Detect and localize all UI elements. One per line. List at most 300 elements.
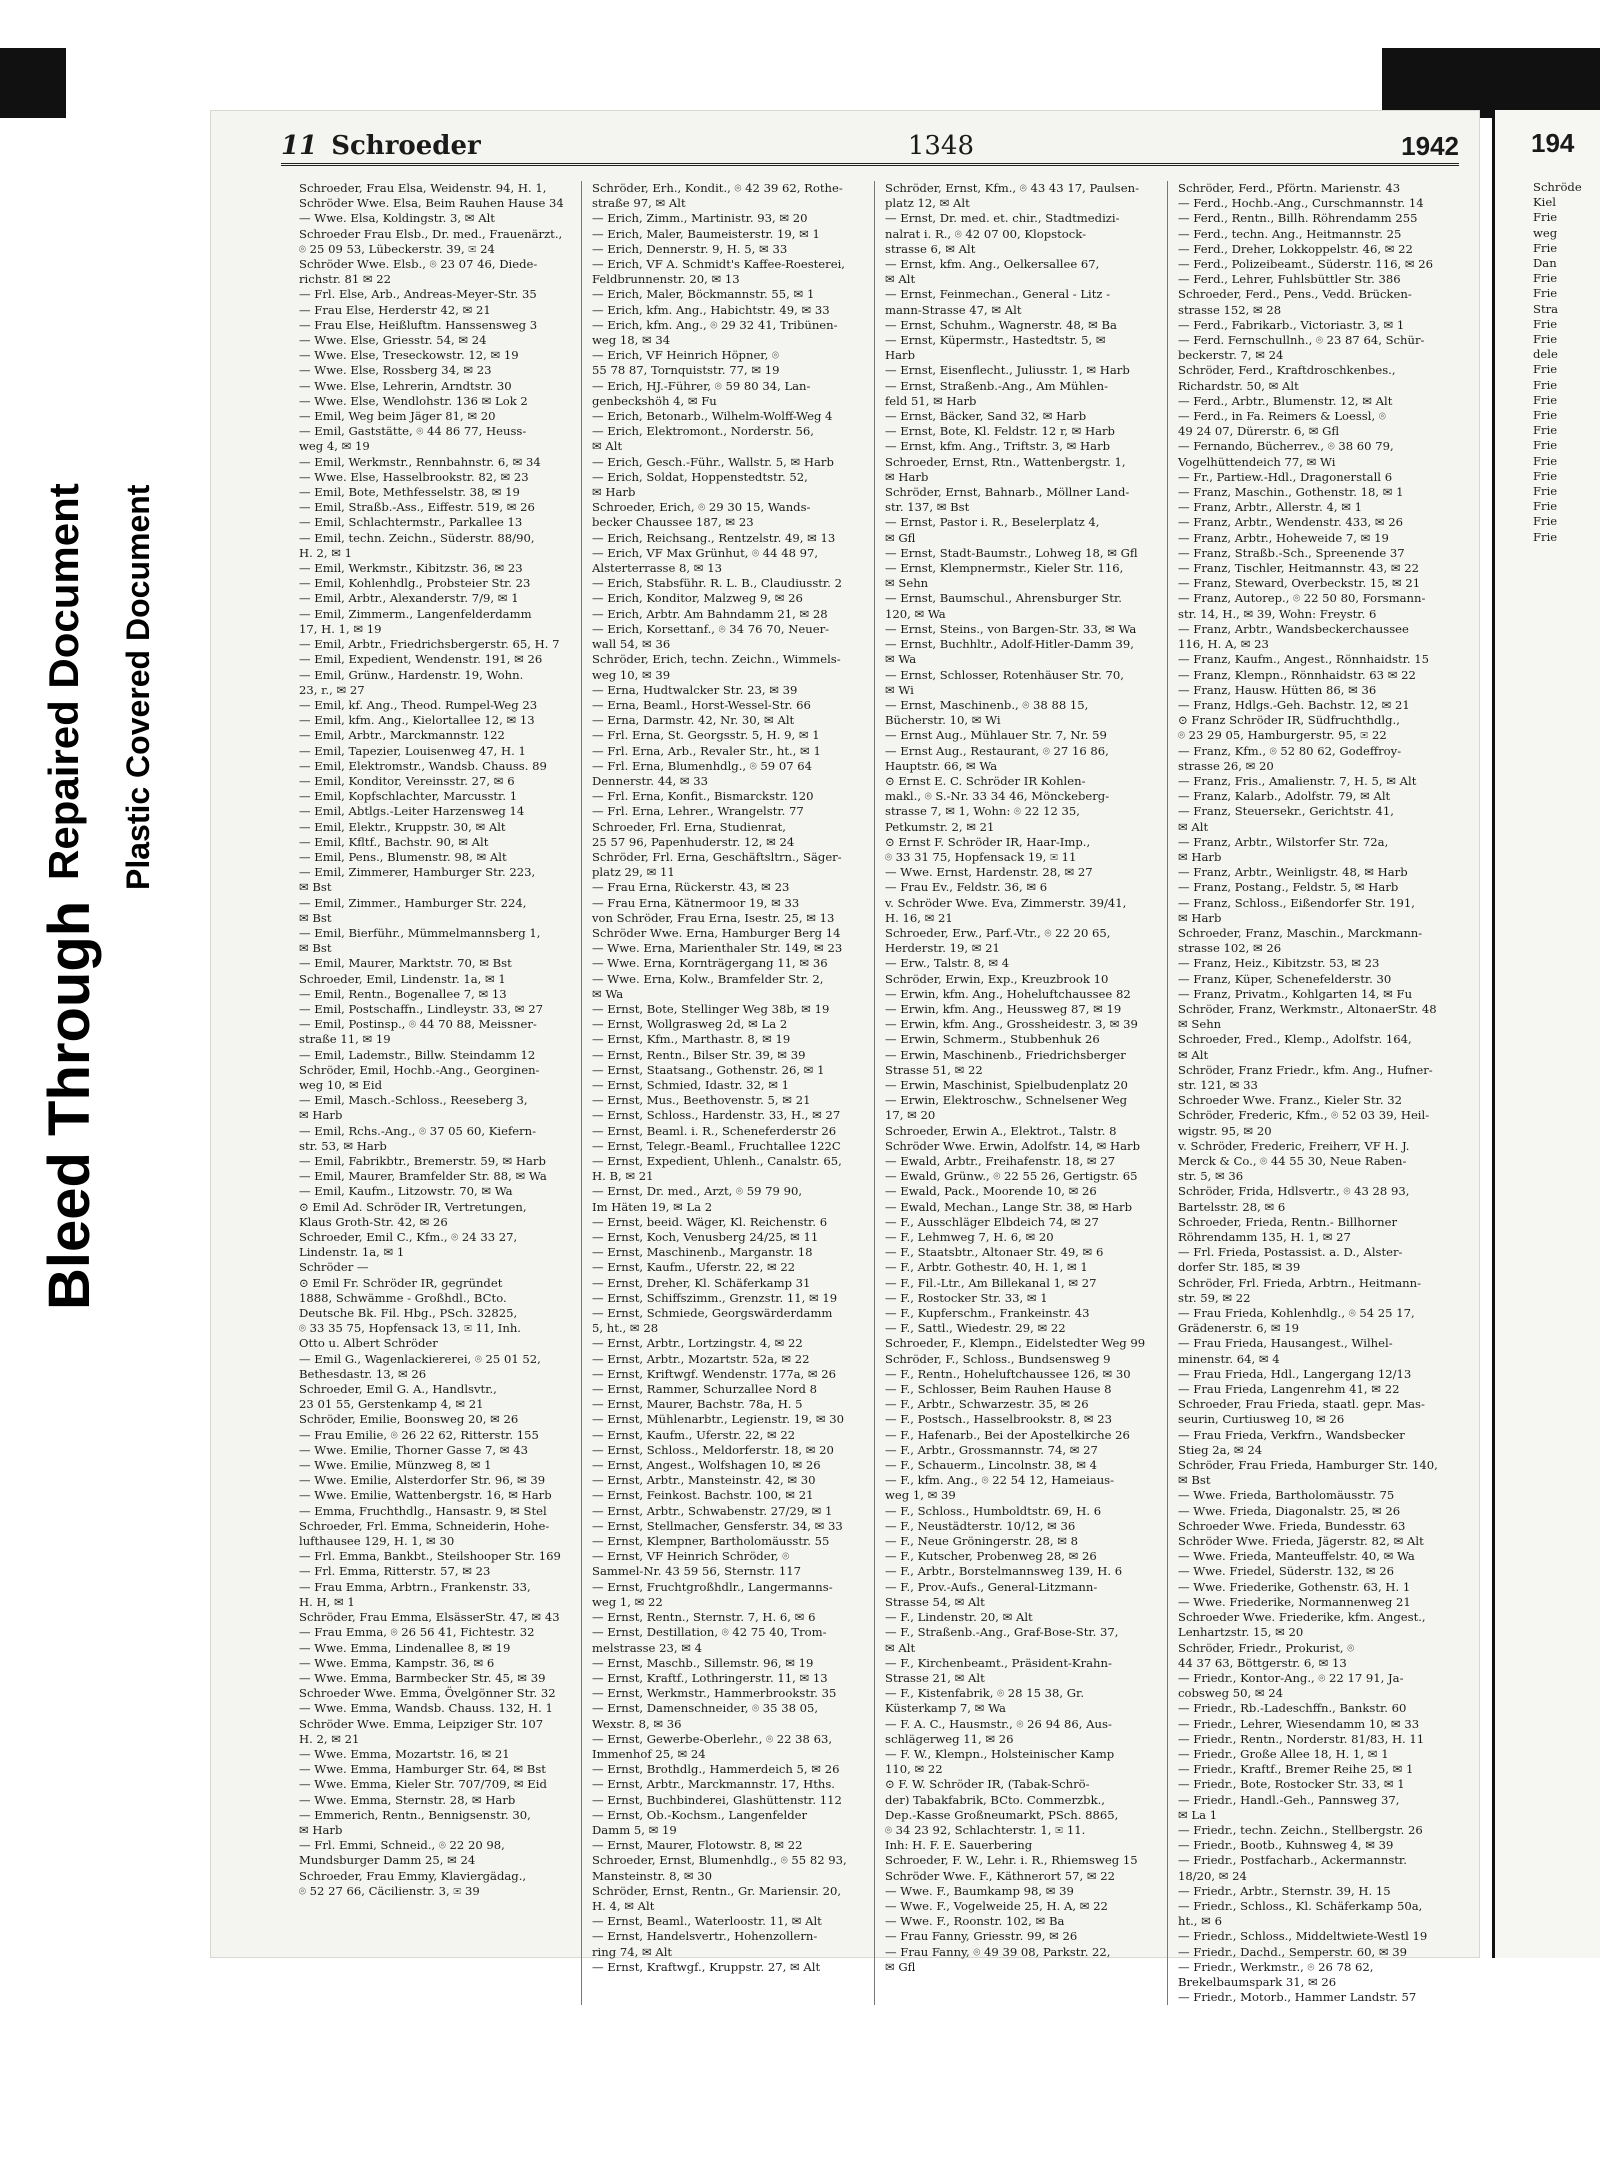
directory-entry: Schroeder, Frieda, Rentn.- Billhorner	[1178, 1214, 1398, 1229]
directory-entry: — Frau Ev., Feldstr. 36, ✉ 6	[885, 880, 1048, 895]
directory-entry: — Friedr., Werkmstr., ⌾ 26 78 62,	[1178, 1959, 1374, 1974]
directory-entry: — Frau Emilie, ⌾ 26 22 62, Ritterstr. 155	[299, 1427, 539, 1442]
directory-entry: ✉ Harb	[592, 485, 636, 500]
directory-entry: — Ernst Aug., Restaurant, ⌾ 27 16 86,	[885, 743, 1109, 758]
directory-entry: strasse 6, ✉ Alt	[885, 241, 976, 256]
directory-entry: — Ewald, Pack., Moorende 10, ✉ 26	[885, 1184, 1097, 1199]
directory-entry: — Erich, Zimm., Martinistr. 93, ✉ 20	[592, 211, 808, 226]
directory-entry: — F., kfm. Ang., ⌾ 22 54 12, Hameiaus-	[885, 1473, 1115, 1488]
directory-entry: — Friedr., Rentn., Norderstr. 81/83, H. 11	[1178, 1731, 1425, 1746]
adjacent-page-edge	[1492, 110, 1600, 1958]
directory-entry: Damm 5, ✉ 19	[592, 1822, 677, 1837]
directory-entry: — Ferd., Rentn., Billh. Röhrendamm 255	[1178, 211, 1418, 226]
directory-entry: — Emil, Elektromstr., Wandsb. Chauss. 89	[299, 758, 547, 773]
directory-entry: — Ernst, Ob.-Kochsm., Langenfelder	[592, 1807, 808, 1822]
directory-entry: — Wwe. Ernst, Hardenstr. 28, ✉ 27	[885, 865, 1093, 880]
directory-entry: — Erich, Dennerstr. 9, H. 5, ✉ 33	[592, 241, 788, 256]
directory-entry: 1888, Schwämme - Großhdl., BCto.	[299, 1290, 507, 1305]
directory-entry: — Erich, VF A. Schmidt's Kaffee-Roesterei,	[592, 257, 845, 272]
directory-entry: Schröder, Frederic, Kfm., ⌾ 52 03 39, Heil-	[1178, 1108, 1430, 1123]
directory-entry: Schröder Wwe. Erwin, Adolfstr. 14, ✉ Harb	[885, 1138, 1141, 1153]
directory-entry: Röhrendamm 135, H. 1, ✉ 27	[1178, 1230, 1351, 1245]
directory-entry: 25 57 96, Papenhuderstr. 12, ✉ 24	[592, 834, 795, 849]
directory-entry: Schroeder, Frau Elsa, Weidenstr. 94, H. 1,	[299, 181, 547, 195]
adjacent-page-line: Frie	[1533, 392, 1558, 407]
directory-entry: — Emil, Arbtr., Marckmannstr. 122	[299, 728, 505, 743]
directory-entry: — Ernst, Telegr.-Beaml., Fruchtallee 122C	[592, 1138, 841, 1153]
directory-entry: — Frl. Erna, Blumenhdlg., ⌾ 59 07 64	[592, 758, 813, 773]
directory-entry: ✉ Wa	[885, 652, 917, 667]
directory-entry: — Wwe. Erna, Kolw., Bramfelder Str. 2,	[592, 971, 824, 986]
directory-entry: ⌾ 33 35 75, Hopfensack 13, ✉ 11, Inh.	[299, 1321, 521, 1336]
directory-entry: 55 78 87, Tornquiststr. 77, ✉ 19	[592, 363, 780, 378]
directory-entry: Merck & Co., ⌾ 44 55 30, Neue Raben-	[1178, 1154, 1407, 1168]
directory-entry: — Ferd., Hochb.-Ang., Curschmannstr. 14	[1178, 196, 1424, 211]
directory-entry: — Ferd. Fernschullnh., ⌾ 23 87 64, Schür-	[1178, 333, 1425, 348]
directory-entry: — Franz, Arbtr., Wendenstr. 433, ✉ 26	[1178, 515, 1403, 530]
directory-entry: H. H, ✉ 1	[299, 1594, 355, 1609]
directory-entry: — Friedr., Handl.-Geh., Pannsweg 37,	[1178, 1792, 1400, 1807]
directory-entry: — Emil, Werkmstr., Rennbahnstr. 6, ✉ 34	[299, 454, 541, 469]
directory-entry: Schröder Wwe. Frieda, Jägerstr. 82, ✉ Alt	[1178, 1534, 1424, 1549]
directory-entry: Lenhartzstr. 15, ✉ 20	[1178, 1625, 1304, 1640]
directory-entry: — Emil, Kohlenhdlg., Probsteier Str. 23	[299, 576, 531, 591]
directory-entry: — Wwe. Else, Griesstr. 54, ✉ 24	[299, 333, 487, 348]
directory-entry: — Ernst, Bote, Stellinger Weg 38b, ✉ 19	[592, 1001, 830, 1016]
directory-entry: — Emil, Straßb.-Ass., Eiffestr. 519, ✉ 26	[299, 500, 535, 515]
directory-entry: H. 2, ✉ 21	[299, 1731, 360, 1746]
directory-entry: — F., Kupferschm., Frankeinstr. 43	[885, 1306, 1090, 1321]
adjacent-page-line: Frie	[1533, 514, 1558, 529]
directory-entry: Schröder, Frl. Erna, Geschäftsltrn., Säger-	[592, 849, 842, 864]
directory-entry: — Ernst, Bäcker, Sand 32, ✉ Harb	[885, 409, 1087, 424]
directory-entry: — Ernst, Maurer, Flotowstr. 8, ✉ 22	[592, 1838, 803, 1853]
adjacent-page-line: Frie	[1533, 362, 1558, 377]
adjacent-page-line: Frie	[1533, 210, 1558, 225]
directory-entry: — Emil, Abtlgs.-Leiter Harzensweg 14	[299, 804, 525, 819]
directory-entry: Schröder, Ernst, Kfm., ⌾ 43 43 17, Paulsen-	[885, 181, 1140, 195]
directory-entry: — Erich, Maler, Böckmannstr. 55, ✉ 1	[592, 287, 815, 302]
directory-entry: ⊙ Franz Schröder IR, Südfruchthdlg.,	[1178, 713, 1400, 728]
directory-entry: Schröder, Emilie, Boonsweg 20, ✉ 26	[299, 1412, 519, 1427]
directory-entry: beckerstr. 7, ✉ 24	[1178, 348, 1284, 363]
directory-entry: ✉ Harb	[885, 469, 929, 484]
directory-entry: — Wwe. Frieda, Bartholomäusstr. 75	[1178, 1488, 1395, 1503]
adjacent-page-line: Frie	[1533, 332, 1558, 347]
directory-entry: — Wwe. Else, Wendlohstr. 136 ✉ Lok 2	[299, 393, 528, 408]
directory-entry: — Ernst, Arbtr., Marckmannstr. 17, Hths.	[592, 1777, 835, 1792]
directory-entry: Schröder, Ernst, Bahnarb., Möllner Land-	[885, 485, 1130, 500]
directory-entry: — Emmerich, Rentn., Bennigsenstr. 30,	[299, 1807, 531, 1822]
directory-entry: Schroeder Frau Elsb., Dr. med., Frauenärzt.,	[299, 226, 563, 241]
directory-entry: — Friedr., Rb.-Ladeschffn., Bankstr. 60	[1178, 1701, 1407, 1716]
directory-entry: — Frau Frieda, Verkfrn., Wandsbecker	[1178, 1427, 1405, 1442]
directory-entry: — Ernst, Schuhm., Wagnerstr. 48, ✉ Ba	[885, 317, 1117, 332]
directory-entry: — Erwin, Schmerm., Stubbenhuk 26	[885, 1032, 1100, 1047]
directory-entry: straße 97, ✉ Alt	[592, 196, 686, 211]
directory-entry: — F., Sattl., Wiedestr. 29, ✉ 22	[885, 1321, 1066, 1336]
directory-entry: — Ernst, Schloss., Meldorferstr. 18, ✉ 20	[592, 1442, 834, 1457]
directory-entry: — Ernst, Werkmstr., Hammerbrookstr. 35	[592, 1686, 837, 1701]
directory-entry: — F., Staatsbtr., Altonaer Str. 49, ✉ 6	[885, 1245, 1104, 1260]
directory-entry: ⊙ Emil Fr. Schröder IR, gegründet	[299, 1275, 503, 1290]
directory-entry: — Emil G., Wagenlackiererei, ⌾ 25 01 52,	[299, 1351, 541, 1366]
directory-entry: melstrasse 23, ✉ 4	[592, 1640, 702, 1655]
directory-entry: — Ewald, Mechan., Lange Str. 38, ✉ Harb	[885, 1199, 1133, 1214]
directory-entry: — F., Fil.-Ltr., Am Billekanal 1, ✉ 27	[885, 1275, 1097, 1290]
directory-entry: — Wwe. Emma, Wandsb. Chauss. 132, H. 1	[299, 1701, 553, 1716]
directory-entry: Schröder, Erwin, Exp., Kreuzbrook 10	[885, 971, 1109, 986]
directory-entry: Schroeder, Frau Frieda, staatl. gepr. Mas-	[1178, 1397, 1425, 1412]
directory-entry: weg 1, ✉ 39	[885, 1488, 956, 1503]
directory-entry: ⌾ 52 27 66, Cäcilienstr. 3, ✉ 39	[299, 1883, 480, 1898]
directory-entry: — Frau Frieda, Langenrehm 41, ✉ 22	[1178, 1382, 1400, 1397]
directory-entry: schlägerweg 11, ✉ 26	[885, 1731, 1014, 1746]
directory-entry: — Ernst, VF Heinrich Schröder, ⌾	[592, 1549, 790, 1564]
directory-entry: Deutsche Bk. Fil. Hbg., PSch. 32825,	[299, 1306, 518, 1321]
directory-entry: — Franz, Arbtr., Allerstr. 4, ✉ 1	[1178, 500, 1363, 515]
directory-entry: ⊙ Ernst E. C. Schröder IR Kohlen-	[885, 773, 1086, 788]
directory-entry: — F., Schloss., Humboldtstr. 69, H. 6	[885, 1503, 1102, 1518]
directory-entry: — Emil, Weg beim Jäger 81, ✉ 20	[299, 409, 496, 424]
adjacent-page-line: Frie	[1533, 499, 1558, 514]
directory-entry: — Emil, Kopfschlachter, Marcusstr. 1	[299, 789, 518, 804]
directory-entry: — Ernst, Koch, Venusberg 24/25, ✉ 11	[592, 1230, 819, 1245]
adjacent-page-line: Frie	[1533, 377, 1558, 392]
directory-entry: Schroeder, Frl. Emma, Schneiderin, Hohe-	[299, 1518, 550, 1533]
directory-entry: — Emil, Kfltf., Bachstr. 90, ✉ Alt	[299, 834, 489, 849]
directory-entry: — Wwe. F., Baumkamp 98, ✉ 39	[885, 1883, 1074, 1898]
directory-columns	[295, 181, 1461, 2005]
directory-entry: — F., Neustädterstr. 10/12, ✉ 36	[885, 1518, 1076, 1533]
directory-entry: — Friedr., Bote, Rostocker Str. 33, ✉ 1	[1178, 1777, 1405, 1792]
directory-entry: — Ferd., in Fa. Reimers & Loessl, ⌾	[1178, 409, 1386, 424]
label-repaired-document: Repaired Document	[40, 483, 87, 880]
directory-entry: — Franz, Heiz., Kibitzstr. 53, ✉ 23	[1178, 956, 1380, 971]
directory-entry: Schröder, Franz Friedr., kfm. Ang., Hufner-	[1178, 1062, 1433, 1077]
directory-entry: Schroeder, Ernst, Blumenhdlg., ⌾ 55 82 93,	[592, 1853, 847, 1868]
directory-entry: — Emil, Bote, Methfesselstr. 38, ✉ 19	[299, 485, 520, 500]
directory-entry: ✉ Wi	[885, 682, 914, 697]
directory-entry: — Wwe. Frieda, Diagonalstr. 25, ✉ 26	[1178, 1503, 1401, 1518]
directory-entry: — Ewald, Grünw., ⌾ 22 55 26, Gertigstr. 65	[885, 1169, 1138, 1184]
directory-entry: — Ernst, Küpermstr., Hastedtstr. 5, ✉	[885, 333, 1106, 348]
directory-entry: — Ernst, Dreher, Kl. Schäferkamp 31	[592, 1275, 811, 1290]
directory-entry: — Ferd., Lehrer, Fuhlsbüttler Str. 386	[1178, 272, 1401, 287]
directory-entry: — Franz, Kfm., ⌾ 52 80 62, Godeffroy-	[1178, 743, 1402, 758]
directory-entry: — Emil, Zimmerm., Langenfelderdamm	[299, 606, 532, 621]
directory-entry: Schroeder Wwe. Friederike, kfm. Angest.,	[1178, 1610, 1426, 1625]
directory-entry: — F., Schlosser, Beim Rauhen Hause 8	[885, 1382, 1112, 1397]
directory-entry: — Ernst, Kraftwgf., Kruppstr. 27, ✉ Alt	[592, 1959, 821, 1974]
directory-entry: — Erwin, kfm. Ang., Heussweg 87, ✉ 19	[885, 1001, 1122, 1016]
directory-entry: — Ernst, Straßenb.-Ang., Am Mühlen-	[885, 378, 1109, 393]
directory-entry: — Friedr., techn. Zeichn., Stellbergstr. 26	[1178, 1822, 1423, 1837]
directory-entry: — Ernst, Schlosser, Rotenhäuser Str. 70,	[885, 667, 1124, 682]
directory-entry: — Erwin, Maschinenb., Friedrichsberger	[885, 1047, 1126, 1062]
directory-entry: — F., Ausschläger Elbdeich 74, ✉ 27	[885, 1214, 1099, 1229]
directory-entry: — Emil, Konditor, Vereinsstr. 27, ✉ 6	[299, 773, 515, 788]
directory-entry: Schröder, Frau Emma, ElsässerStr. 47, ✉ 43	[299, 1610, 560, 1625]
directory-entry: — Ernst, Feinkost. Bachstr. 100, ✉ 21	[592, 1488, 814, 1503]
directory-entry: — Ernst, Maschb., Sillemstr. 96, ✉ 19	[592, 1655, 814, 1670]
directory-entry: — Frl. Erna, Arb., Revaler Str., ht., ✉ 1	[592, 743, 821, 758]
directory-entry: — Ernst, Klempnermstr., Kieler Str. 116,	[885, 561, 1124, 576]
directory-entry: ✉ Alt	[1178, 819, 1209, 834]
directory-entry: — Emil, kf. Ang., Theod. Rumpel-Weg 23	[299, 697, 538, 712]
directory-entry: — Ernst, Kaufm., Uferstr. 22, ✉ 22	[592, 1260, 796, 1275]
directory-entry: — Emil, Werkmstr., Kibitzstr. 36, ✉ 23	[299, 561, 523, 576]
directory-entry: — Ernst, Buchhltr., Adolf-Hitler-Damm 39,	[885, 637, 1134, 652]
directory-entry: Mansteinstr. 8, ✉ 30	[592, 1868, 713, 1883]
header-left	[281, 131, 481, 161]
directory-entry: — Ernst, Mus., Beethovenstr. 5, ✉ 21	[592, 1093, 811, 1108]
directory-entry: H. 16, ✉ 21	[885, 910, 953, 925]
directory-entry: 120, ✉ Wa	[885, 606, 946, 621]
directory-entry: — Ferd., Dreher, Lokkoppelstr. 46, ✉ 22	[1178, 241, 1413, 256]
directory-entry: — Ernst, Destillation, ⌾ 42 75 40, Trom-	[592, 1625, 827, 1640]
directory-entry: — Emil, Lademstr., Billw. Steindamm 12	[299, 1047, 536, 1062]
directory-entry: v. Schröder, Frederic, Freiherr, VF H. J.	[1178, 1138, 1410, 1153]
directory-entry: — Emil, Schlachtermstr., Parkallee 13	[299, 515, 523, 530]
directory-entry: — Frl. Emmi, Schneid., ⌾ 22 20 98,	[299, 1838, 505, 1853]
directory-entry: — Wwe. Emilie, Wattenbergstr. 16, ✉ Harb	[299, 1488, 552, 1503]
directory-entry: — Wwe. Emma, Sternstr. 28, ✉ Harb	[299, 1792, 516, 1807]
directory-entry: — Frl. Emma, Bankbt., Steilshooper Str. 169	[299, 1549, 561, 1564]
directory-entry: ⌾ 33 31 75, Hopfensack 19, ✉ 11	[885, 849, 1077, 864]
directory-entry: Schroeder, Frau Emmy, Klaviergädag.,	[299, 1868, 527, 1883]
directory-entry: — Emil, kfm. Ang., Kielortallee 12, ✉ 13	[299, 713, 535, 728]
adjacent-page-line: Schröde	[1533, 180, 1582, 194]
column-3	[881, 181, 1168, 2005]
adjacent-page-line: dele	[1533, 347, 1558, 362]
directory-entry: minenstr. 64, ✉ 4	[1178, 1351, 1280, 1366]
directory-entry: — Ferd., techn. Ang., Heitmannstr. 25	[1178, 226, 1402, 241]
directory-entry: — Ernst, Staatsang., Gothenstr. 26, ✉ 1	[592, 1062, 825, 1077]
label-plastic-covered-document: Plastic Covered Document	[120, 484, 156, 890]
directory-entry: Schröder, Emil, Hochb.-Ang., Georginen-	[299, 1062, 540, 1077]
directory-entry: ⊙ Emil Ad. Schröder IR, Vertretungen,	[299, 1199, 527, 1214]
directory-entry: ⊙ Ernst F. Schröder IR, Haar-Imp.,	[885, 834, 1091, 849]
directory-entry: ✉ Bst	[299, 941, 332, 956]
directory-entry: — Wwe. Emma, Hamburger Str. 64, ✉ Bst	[299, 1762, 546, 1777]
directory-entry: — Friedr., Lehrer, Wiesendamm 10, ✉ 33	[1178, 1716, 1420, 1731]
directory-entry: — Erna, Darmstr. 42, Nr. 30, ✉ Alt	[592, 713, 795, 728]
directory-entry: — Franz, Schloss., Eißendorfer Str. 191,	[1178, 895, 1415, 910]
adjacent-page-line: Frie	[1533, 453, 1558, 468]
directory-entry: ⌾ 23 29 05, Hamburgerstr. 95, ✉ 22	[1178, 728, 1387, 743]
directory-entry: Sammel-Nr. 43 59 56, Sternstr. 117	[592, 1564, 801, 1579]
directory-entry: — Erwin, Elektroschw., Schnelsener Weg	[885, 1093, 1128, 1108]
directory-entry: — Ernst, Schiffszimm., Grenzstr. 11, ✉ 19	[592, 1290, 838, 1305]
directory-entry: — Ernst, Schmiede, Georgswärderdamm	[592, 1306, 833, 1321]
directory-entry: — Ernst, Rammer, Schurzallee Nord 8	[592, 1382, 818, 1397]
directory-entry: — Franz, Hausw. Hütten 86, ✉ 36	[1178, 682, 1377, 697]
directory-entry: — Ernst, Kfm., Marthastr. 8, ✉ 19	[592, 1032, 791, 1047]
directory-entry: — F., Rostocker Str. 33, ✉ 1	[885, 1290, 1048, 1305]
directory-entry: — Frau Frieda, Hdl., Langergang 12/13	[1178, 1366, 1412, 1381]
directory-entry: — Franz, Arbtr., Wandsbeckerchaussee	[1178, 621, 1409, 636]
directory-entry: — Ernst, Rentn., Sternstr. 7, H. 6, ✉ 6	[592, 1610, 816, 1625]
directory-entry: — Ernst, Feinmechan., General - Litz -	[885, 287, 1111, 302]
directory-entry: — Ernst, Pastor i. R., Beselerplatz 4,	[885, 515, 1100, 530]
page-header	[281, 129, 1459, 166]
directory-entry: — Erwin, Maschinist, Spielbudenplatz 20	[885, 1077, 1128, 1092]
directory-entry: Schroeder, Erw., Parf.-Vtr., ⌾ 22 20 65,	[885, 925, 1111, 940]
directory-entry: Schroeder, Franz, Maschin., Marckmann-	[1178, 925, 1423, 940]
directory-entry: — Emil, Maurer, Marktstr. 70, ✉ Bst	[299, 956, 512, 971]
directory-entry: — Emil, techn. Zeichn., Süderstr. 88/90,	[299, 530, 535, 545]
directory-entry: — Ernst, Kraftf., Lothringerstr. 11, ✉ 13	[592, 1670, 828, 1685]
directory-entry: Strasse 54, ✉ Alt	[885, 1594, 985, 1609]
directory-entry: — Ernst, Handelsvertr., Hohenzollern-	[592, 1929, 818, 1944]
directory-entry: ✉ Sehn	[1178, 1017, 1222, 1032]
directory-entry: — Wwe. Friederike, Normannenweg 21	[1178, 1594, 1411, 1609]
directory-entry: Otto u. Albert Schröder	[299, 1336, 438, 1351]
directory-entry: Richardstr. 50, ✉ Alt	[1178, 378, 1299, 393]
directory-entry: — Fernando, Bücherrev., ⌾ 38 60 79,	[1178, 439, 1394, 454]
directory-entry: — Franz, Steward, Overbeckstr. 15, ✉ 21	[1178, 576, 1421, 591]
directory-entry: — Emil, Postinsp., ⌾ 44 70 88, Meissner-	[299, 1017, 537, 1032]
directory-entry: — Ferd., Arbtr., Blumenstr. 12, ✉ Alt	[1178, 393, 1393, 408]
directory-entry: — Frl. Erna, Lehrer., Wrangelstr. 77	[592, 804, 804, 819]
directory-entry: 5, ht., ✉ 28	[592, 1321, 659, 1336]
directory-entry: Bethesdastr. 13, ✉ 26	[299, 1366, 427, 1381]
directory-entry: — Friedr., Dachd., Semperstr. 60, ✉ 39	[1178, 1944, 1407, 1959]
directory-entry: 116, H. A, ✉ 23	[1178, 637, 1269, 652]
directory-entry: Schroeder, Erwin A., Elektrot., Talstr. 8	[885, 1123, 1117, 1138]
directory-entry: v. Schröder Wwe. Eva, Zimmerstr. 39/41,	[885, 895, 1127, 910]
directory-entry: — Ernst, Wollgrasweg 2d, ✉ La 2	[592, 1017, 788, 1032]
directory-entry: Schröder, Ferd., Kraftdroschkenbes.,	[1178, 363, 1396, 378]
directory-entry: — Erich, Konditor, Malzweg 9, ✉ 26	[592, 591, 803, 606]
directory-entry: Bartelsstr. 28, ✉ 6	[1178, 1199, 1286, 1214]
adjacent-page-line: Frie	[1533, 484, 1558, 499]
adjacent-page-line: Kiel	[1533, 195, 1556, 210]
directory-entry: ⌾ 25 09 53, Lübeckerstr. 39, ✉ 24	[299, 241, 495, 256]
directory-entry: — Ernst, kfm. Ang., Oelkersallee 67,	[885, 257, 1100, 272]
directory-entry: str. 5, ✉ 36	[1178, 1169, 1244, 1184]
directory-entry: Harb	[885, 348, 915, 363]
directory-entry: Schröder Wwe. Elsa, Beim Rauhen Hause 34	[299, 196, 564, 211]
directory-entry: Schröder, Ferd., Pförtn. Marienstr. 43	[1178, 181, 1401, 195]
directory-entry: — F., Arbtr., Schwarzestr. 35, ✉ 26	[885, 1397, 1089, 1412]
directory-entry: — Erna, Beaml., Horst-Wessel-Str. 66	[592, 697, 811, 712]
directory-entry: — Wwe. Erna, Marienthaler Str. 149, ✉ 23	[592, 941, 843, 956]
directory-entry: — Erich, Korsettanf., ⌾ 34 76 70, Neuer-	[592, 621, 830, 636]
section-number: 11	[281, 131, 318, 161]
directory-entry: — Emil, Arbtr., Alexanderstr. 7/9, ✉ 1	[299, 591, 519, 606]
directory-entry: — Ernst, Kriftwgf. Wendenstr. 177a, ✉ 26	[592, 1366, 837, 1381]
directory-entry: — Franz, Postang., Feldstr. 5, ✉ Harb	[1178, 880, 1399, 895]
directory-entry: — F., Arbtr., Grossmannstr. 74, ✉ 27	[885, 1442, 1098, 1457]
directory-entry: — Emil, Tapezier, Louisenweg 47, H. 1	[299, 743, 526, 758]
directory-entry: — Frl. Emma, Ritterstr. 57, ✉ 23	[299, 1564, 491, 1579]
directory-entry: Stieg 2a, ✉ 24	[1178, 1442, 1263, 1457]
directory-entry: — Ferd., Polizeibeamt., Süderstr. 116, ✉ 26	[1178, 257, 1434, 272]
directory-entry: richstr. 81 ✉ 22	[299, 272, 392, 287]
directory-entry: — Frl. Erna, St. Georgsstr. 5, H. 9, ✉ 1	[592, 728, 820, 743]
directory-entry: — Ernst, Arbtr., Mozartstr. 52a, ✉ 22	[592, 1351, 810, 1366]
directory-entry: Schröder, F., Schloss., Bundsensweg 9	[885, 1351, 1111, 1366]
directory-entry: Schröder, Erich, techn. Zeichn., Wimmels-	[592, 652, 841, 667]
directory-entry: ✉ Harb	[1178, 849, 1222, 864]
directory-entry: — Erich, Maler, Baumeisterstr. 19, ✉ 1	[592, 226, 820, 241]
directory-entry: str. 14, H., ✉ 39, Wohn: Freystr. 6	[1178, 606, 1377, 621]
directory-entry: — Erwin, kfm. Ang., Grossheidestr. 3, ✉ 39	[885, 1017, 1138, 1032]
directory-entry: — F., Neue Gröningerstr. 28, ✉ 8	[885, 1534, 1078, 1549]
directory-entry: ⊙ F. W. Schröder IR, (Tabak-Schrö-	[885, 1777, 1090, 1792]
directory-entry: — Franz, Klempn., Rönnhaidstr. 63 ✉ 22	[1178, 667, 1416, 682]
directory-entry: — Ernst, kfm. Ang., Triftstr. 3, ✉ Harb	[885, 439, 1111, 454]
directory-entry: — Wwe. F., Roonstr. 102, ✉ Ba	[885, 1914, 1065, 1929]
directory-entry: — Ernst, Beaml., Waterloostr. 11, ✉ Alt	[592, 1914, 822, 1929]
directory-entry: Brekelbaumspark 31, ✉ 26	[1178, 1974, 1337, 1989]
adjacent-page-line: Dan	[1533, 256, 1557, 271]
directory-entry: Schröder, Frida, Hdlsvertr., ⌾ 43 28 93,	[1178, 1184, 1410, 1199]
directory-entry: — Erich, VF Max Grünhut, ⌾ 44 48 97,	[592, 545, 819, 560]
directory-entry: — Friedr., Schloss., Kl. Schäferkamp 50a,	[1178, 1898, 1423, 1913]
directory-entry: — Emil, Rchs.-Ang., ⌾ 37 05 60, Kiefern-	[299, 1123, 537, 1138]
directory-entry: — Ferd., Fabrikarb., Victoriastr. 3, ✉ 1	[1178, 317, 1405, 332]
directory-entry: ring 74, ✉ Alt	[592, 1944, 673, 1959]
directory-entry: ✉ Gfl	[885, 530, 916, 545]
directory-entry: — Erich, Soldat, Hoppenstedtstr. 52,	[592, 469, 808, 484]
adjacent-page-year: 194	[1531, 128, 1575, 158]
directory-entry: ✉ Sehn	[885, 576, 929, 591]
directory-entry: weg 10, ✉ 39	[592, 667, 671, 682]
directory-entry: — F., Prov.-Aufs., General-Litzmann-	[885, 1579, 1098, 1594]
directory-entry: — Emil, Maurer, Bramfelder Str. 88, ✉ Wa	[299, 1169, 547, 1184]
adjacent-page-line: Frie	[1533, 423, 1558, 438]
directory-entry: Schröder Wwe. Erna, Hamburger Berg 14	[592, 925, 841, 940]
directory-entry: — Ernst, Schmied, Idastr. 32, ✉ 1	[592, 1077, 790, 1092]
directory-entry: str. 121, ✉ 33	[1178, 1077, 1258, 1092]
directory-entry: Mundsburger Damm 25, ✉ 24	[299, 1853, 476, 1868]
directory-entry: — Ernst, Mühlenarbtr., Legienstr. 19, ✉ 30	[592, 1412, 844, 1427]
directory-entry: — Friedr., Schloss., Middeltwiete-Westl 19	[1178, 1929, 1428, 1944]
directory-entry: ✉ Bst	[1178, 1473, 1211, 1488]
directory-entry: Schröder, Friedr., Prokurist, ⌾	[1178, 1640, 1355, 1655]
adjacent-page-line: Frie	[1533, 316, 1558, 331]
directory-entry: — Franz, Privatm., Kohlgarten 14, ✉ Fu	[1178, 986, 1413, 1001]
directory-entry: — Erich, Elektromont., Norderstr. 56,	[592, 424, 814, 439]
directory-entry: — Ernst, Arbtr., Mansteinstr. 42, ✉ 30	[592, 1473, 816, 1488]
directory-entry: — Ernst, Dr. med., Arzt, ⌾ 59 79 90,	[592, 1184, 803, 1199]
directory-entry: ✉ Alt	[592, 439, 623, 454]
directory-entry: — Erna, Hudtwalcker Str. 23, ✉ 39	[592, 682, 798, 697]
directory-entry: Dennerstr. 44, ✉ 33	[592, 773, 709, 788]
directory-entry: — Emil, Bierführ., Mümmelmannsberg 1,	[299, 925, 541, 940]
directory-entry: — Franz, Arbtr., Hoheweide 7, ✉ 19	[1178, 530, 1389, 545]
directory-entry: Schröder, Erh., Kondit., ⌾ 42 39 62, Rothe-	[592, 181, 843, 195]
directory-entry: Schröder, Ernst, Rentn., Gr. Mariensir. 20,	[592, 1883, 842, 1898]
directory-entry: — Wwe. Emilie, Thorner Gasse 7, ✉ 43	[299, 1442, 528, 1457]
directory-entry: — Wwe. Emma, Barmbecker Str. 45, ✉ 39	[299, 1670, 546, 1685]
directory-entry: Lindenstr. 1a, ✉ 1	[299, 1245, 405, 1260]
adjacent-page-line: Frie	[1533, 529, 1558, 544]
directory-entry: 18/20, ✉ 24	[1178, 1868, 1247, 1883]
directory-entry: — Franz, Maschin., Gothenstr. 18, ✉ 1	[1178, 485, 1404, 500]
directory-entry: — Frau Emma, ⌾ 26 56 41, Fichtestr. 32	[299, 1625, 535, 1640]
directory-entry: — Ernst, Buchbinderei, Glashüttenstr. 112	[592, 1792, 842, 1807]
directory-entry: — Wwe. Frieda, Manteuffelstr. 40, ✉ Wa	[1178, 1549, 1415, 1564]
directory-entry: — F., Lehmweg 7, H. 6, ✉ 20	[885, 1230, 1054, 1245]
directory-entry: — Friedr., Kraftf., Bremer Reihe 25, ✉ 1	[1178, 1762, 1414, 1777]
directory-entry: — Franz, Arbtr., Wilstorfer Str. 72a,	[1178, 834, 1389, 849]
running-head-surname: Schroeder	[331, 131, 481, 161]
directory-entry: Schroeder, Emil G. A., Handlsvtr.,	[299, 1382, 497, 1397]
